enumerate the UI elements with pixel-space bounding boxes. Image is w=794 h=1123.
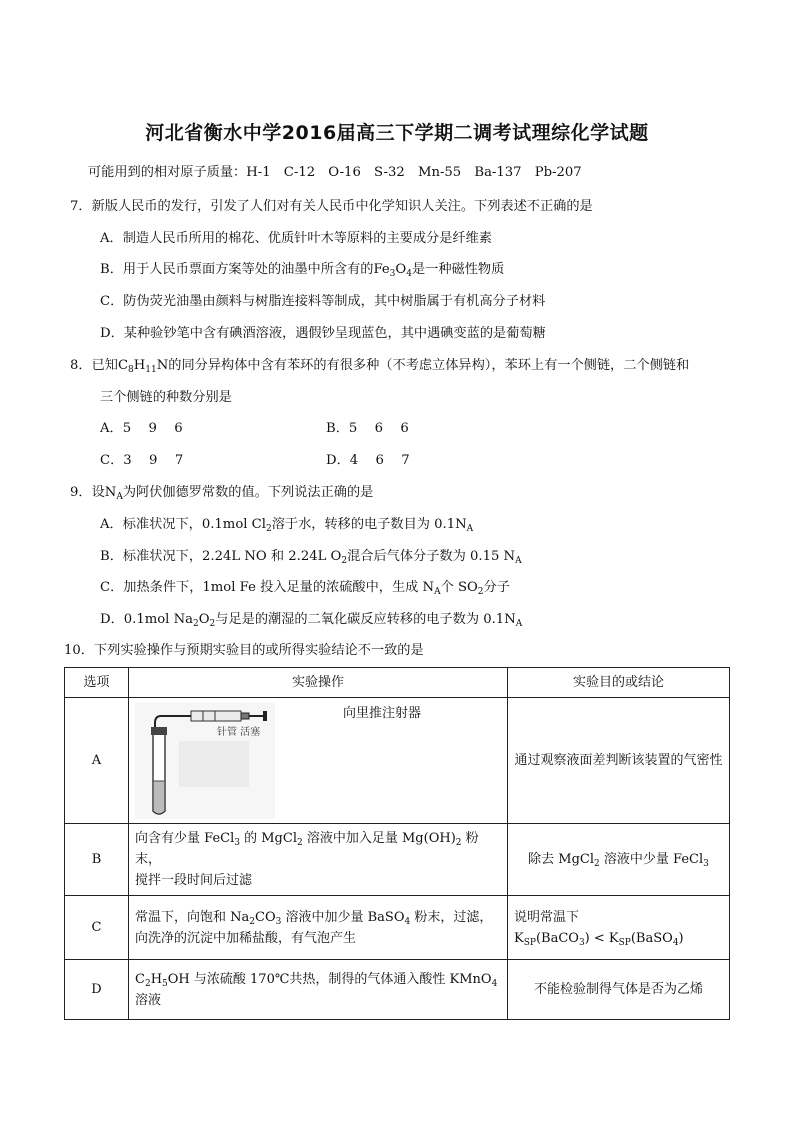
- page-title: 河北省衡水中学2016届高三下学期二调考试理综化学试题: [145, 122, 649, 144]
- q7-option-b: B．用于人民币票面方案等处的油墨中所含有的$Fe_3O_4$是一种磁性物质: [100, 262, 505, 279]
- push-syringe-text: 向里推注射器: [343, 705, 422, 721]
- operation-line-2: 搅拌一段时间后过滤: [135, 873, 253, 888]
- table-row: [65, 896, 730, 960]
- q7-option-c: C．防伪荧光油墨由颜料与树脂连接料等制成，其中树脂属于有机高分子材料: [100, 294, 546, 309]
- operation-line-2: 溶液: [135, 992, 162, 1008]
- header-option: 选项: [65, 668, 129, 698]
- q8-option-c: C．3 9 7: [100, 453, 184, 468]
- q9-stem: 9．设$N_A$为阿伏伽德罗常数的值。下列说法正确的是: [70, 485, 374, 502]
- q8-option-d: D．4 6 7: [326, 453, 410, 468]
- q8-option-b: B．5 6 6: [326, 421, 409, 436]
- q9-option-c: C．加热条件下，1mol Fe 投入足量的浓硫酸中，生成 $N_A$个 $SO_2$分子: [100, 580, 510, 597]
- row-option-label: D: [65, 960, 129, 1020]
- row-conclusion: 除去 MgCl$_2$ 溶液中少量 FeCl$_3$: [508, 824, 730, 896]
- q7-option-d: D．某种验钞笔中含有碘酒溶液，遇假钞呈现蓝色，其中遇碘变蓝的是葡萄糖: [100, 326, 546, 341]
- q7-option-a: A．制造人民币所用的棉花、优质针叶木等原料的主要成分是纤维素: [100, 231, 492, 246]
- atomic-masses: 可能用到的相对原子质量：H-1 C-12 O-16 S-32 Mn-55 Ba-137 Pb-207: [88, 165, 582, 180]
- operation-line-1: $C_2H_5OH$ 与浓硫酸 170℃共热，制得的气体通入酸性 KMnO$_4$: [135, 971, 498, 989]
- syringe-apparatus-figure: [135, 703, 501, 819]
- row-operation: [129, 824, 508, 896]
- operation-line-2: 向洗净的沉淀中加稀盐酸，有气泡产生: [135, 930, 357, 946]
- q9-option-d: D．0.1mol $Na_2O_2$与足是的潮湿的二氧化碳反应转移的电子数为 $0.1N_A$: [100, 612, 523, 629]
- operation-line-1: 常温下，向饱和 $Na_2CO_3$ 溶液中加少量 BaSO$_4$ 粉末，过滤，: [135, 909, 493, 927]
- syringe-tube-diagram: [135, 703, 275, 819]
- table-row: [65, 698, 730, 824]
- row-conclusion: [508, 896, 730, 960]
- row-operation: [129, 698, 508, 824]
- q10-stem: 10．下列实验操作与预期实验目的或所得实验结论不一致的是: [64, 643, 424, 658]
- experiment-table: [64, 667, 730, 1020]
- row-option-label: B: [65, 824, 129, 896]
- row-operation: [129, 960, 508, 1020]
- q9-option-a: A．标准状况下，0.1mol $Cl_2$溶于水，转移的电子数目为 $0.1N_A$: [100, 517, 474, 534]
- row-conclusion: 不能检验制得气体是否为乙烯: [508, 960, 730, 1020]
- header-conclusion: 实验目的或结论: [508, 668, 730, 698]
- row-option-label: C: [65, 896, 129, 960]
- table-row: [65, 824, 730, 896]
- q8-stem: 8．已知$C_8H_{11}N$的同分异构体中含有苯环的有很多种（不考虑立体异构），苯环上有一个侧链，二个侧链和: [70, 358, 690, 375]
- q9-option-b: B．标准状况下，2.24L NO 和 2.24L $O_2$混合后气体分子数为 0.15 $N_A$: [100, 549, 522, 566]
- figure-labels: 针管 活塞: [217, 726, 261, 738]
- table-header-row: [65, 668, 730, 698]
- operation-line-1: 向含有少量 FeCl$_3$ 的 MgCl$_2$ 溶液中加入足量 $Mg(OH)_2$ 粉末，: [135, 831, 479, 867]
- table-row: [65, 960, 730, 1020]
- q8-option-a: A．5 9 6: [100, 421, 183, 436]
- row-operation: [129, 896, 508, 960]
- row-option-label: A: [65, 698, 129, 824]
- q8-stem-line2: 三个侧链的种数分别是: [100, 390, 232, 405]
- q7-stem: 7．新版人民币的发行，引发了人们对有关人民币中化学知识人关注。下列表述不正确的是: [70, 199, 593, 214]
- conclusion-line-1: 说明常温下: [514, 909, 580, 925]
- row-conclusion: 通过观察液面差判断该装置的气密性: [508, 698, 730, 824]
- ksp-comparison: $K_{SP}(BaCO_3)$ < $K_{SP}(BaSO_4)$: [514, 930, 684, 948]
- header-operation: 实验操作: [129, 668, 508, 698]
